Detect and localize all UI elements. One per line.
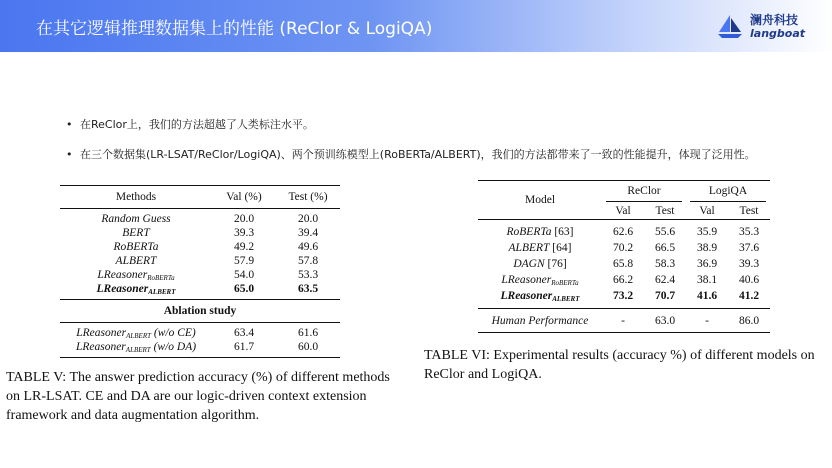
model-reference: [64] [549, 242, 572, 254]
cell-method [60, 327, 212, 340]
method-suffix: (w/o CE) [151, 326, 196, 339]
method-name: LReasoner [96, 282, 149, 295]
cell-logiqa-test: 35.3 [738, 226, 760, 238]
method-name: BERT [122, 227, 150, 239]
table-body [60, 212, 340, 296]
cell-test: 60.0 [297, 341, 319, 353]
method-subscript: ALBERT [125, 345, 151, 354]
cell-reclor-test: 55.6 [654, 226, 676, 238]
method-name: LReasoner [76, 326, 127, 339]
slide-header [0, 0, 832, 52]
col-header-logiqa-val: Val [699, 204, 715, 217]
cell-method [60, 255, 212, 267]
table-row [478, 272, 770, 288]
col-group-reclor: ReClor [627, 185, 661, 197]
cell-logiqa-test: 39.3 [738, 258, 760, 270]
table-row-human [478, 313, 770, 329]
table-header-block [478, 181, 770, 219]
table-v [60, 185, 340, 358]
slide-title: 在其它逻辑推理数据集上的性能 (ReClor & LogiQA) [36, 19, 433, 39]
cell-test: 61.6 [297, 327, 319, 339]
cell-method [60, 283, 212, 296]
table-row [60, 212, 340, 226]
cell-logiqa-test: 41.2 [738, 290, 760, 302]
cell-logiqa-val: 36.9 [696, 258, 718, 270]
cell-reclor-val: - [621, 315, 625, 327]
ablation-title: Ablation study [163, 305, 237, 317]
method-subscript: ALBERT [148, 287, 176, 296]
cell-logiqa-val: - [705, 315, 709, 327]
model-subscript: ALBERT [552, 294, 580, 303]
method-name: LReasoner [75, 340, 126, 353]
logo-english-text: langboat [750, 27, 806, 40]
cell-reclor-val: 62.6 [612, 226, 634, 238]
table-row [478, 256, 770, 272]
table-row [478, 240, 770, 256]
cell-method [60, 269, 212, 282]
cell-val: 63.4 [233, 327, 255, 339]
table-row [60, 226, 340, 240]
cell-test: 53.3 [297, 269, 319, 281]
model-reference: [63] [551, 226, 574, 238]
method-subscript: RoBERTa [147, 273, 175, 282]
cell-val: 20.0 [233, 213, 255, 225]
table-row [60, 282, 340, 296]
cell-method [60, 227, 212, 239]
method-subscript: ALBERT [126, 331, 151, 340]
col-header-val: Val (%) [226, 191, 262, 203]
cell-logiqa-val: 41.6 [696, 290, 718, 302]
cell-logiqa-test: 37.6 [738, 242, 760, 254]
cell-test: 20.0 [297, 213, 319, 225]
cell-reclor-test: 58.3 [654, 258, 676, 270]
bullet-dot-icon: • [66, 118, 73, 131]
cell-logiqa-val: 38.1 [696, 274, 718, 286]
model-name: LReasoner [500, 289, 553, 302]
table-header-row [60, 189, 340, 205]
bullet-dot-icon: • [66, 148, 73, 161]
cell-val: 61.7 [233, 341, 255, 353]
ablation-body [60, 326, 340, 354]
table-row [478, 288, 770, 304]
model-name: ALBERT [508, 242, 550, 254]
cell-val: 65.0 [233, 283, 255, 295]
col-header-test: Test (%) [288, 191, 328, 203]
model-name: DAGN [513, 258, 545, 270]
table-row [60, 268, 340, 282]
cell-logiqa-val: 35.9 [696, 226, 718, 238]
table-row [60, 326, 340, 340]
cell-reclor-val: 65.8 [612, 258, 634, 270]
method-name: RoBERTa [113, 241, 159, 253]
logo-chinese-text: 澜舟科技 [750, 13, 799, 27]
cell-reclor-test: 70.7 [654, 290, 676, 302]
cell-reclor-val: 73.2 [612, 290, 634, 302]
bullet-item [66, 148, 756, 178]
cell-logiqa-test: 86.0 [738, 315, 760, 327]
method-name: LReasoner [97, 268, 148, 281]
cell-model: Human Performance [491, 315, 589, 327]
model-name: RoBERTa [506, 226, 552, 238]
cell-model [478, 226, 602, 238]
cell-val: 39.3 [233, 227, 255, 239]
table-vi [478, 180, 770, 333]
cell-method [60, 213, 212, 225]
table-body [478, 224, 770, 304]
col-header-logiqa-test: Test [739, 204, 759, 217]
cell-test: 57.8 [297, 255, 319, 267]
boat-logo-icon [716, 12, 744, 40]
table-row [60, 240, 340, 254]
cell-method [60, 241, 212, 253]
cell-reclor-val: 66.2 [612, 274, 634, 286]
bullet-text: 在三个数据集(LR-LSAT/ReClor/LogiQA)、两个预训练模型上(RoBERTa/ALBERT)，我们的方法都带来了一致的性能提升，体现了泛用性。 [80, 148, 756, 161]
cell-val: 49.2 [233, 241, 255, 253]
table-row [478, 224, 770, 240]
method-name: Random Guess [101, 213, 171, 225]
col-header-reclor-test: Test [655, 204, 675, 217]
cell-reclor-test: 66.5 [654, 242, 676, 254]
cell-test: 39.4 [297, 227, 319, 239]
table-vi-caption: TABLE VI: Experimental results (accuracy %) of different models on ReClor and LogiQA. [424, 348, 815, 382]
bullet-text: 在ReClor上，我们的方法超越了人类标注水平。 [80, 118, 314, 131]
cell-model [478, 274, 602, 287]
cell-val: 57.9 [233, 255, 255, 267]
method-name: ALBERT [115, 255, 157, 267]
col-header-model: Model [524, 194, 556, 206]
table-v-caption: TABLE V: The answer prediction accuracy (%) of different methods on LR-LSAT. CE and DA are our logic-driven context extension framework and data augmentation algorithm. [6, 370, 390, 423]
bullet-list [66, 118, 756, 178]
table-row [60, 254, 340, 268]
bullet-item [66, 118, 756, 148]
model-subscript: RoBERTa [551, 278, 579, 287]
langboat-logo [716, 8, 826, 44]
cell-test: 49.6 [297, 241, 319, 253]
model-reference: [76] [544, 258, 567, 270]
cell-method [60, 341, 212, 354]
cell-model [478, 258, 602, 270]
cell-val: 54.0 [233, 269, 255, 281]
col-group-logiqa: LogiQA [708, 185, 748, 197]
cell-model [478, 242, 602, 254]
col-header-reclor-val: Val [615, 204, 631, 217]
method-suffix: (w/o DA) [150, 340, 197, 353]
ablation-title-row [60, 303, 340, 319]
cell-reclor-val: 70.2 [612, 242, 634, 254]
table-row [60, 340, 340, 354]
cell-test: 63.5 [297, 283, 319, 295]
cell-reclor-test: 62.4 [654, 274, 676, 286]
cell-logiqa-val: 38.9 [696, 242, 718, 254]
cell-model [478, 290, 602, 303]
model-name: LReasoner [501, 273, 552, 286]
cell-reclor-test: 63.0 [654, 315, 676, 327]
col-header-methods: Methods [115, 191, 157, 203]
cell-logiqa-test: 40.6 [738, 274, 760, 286]
